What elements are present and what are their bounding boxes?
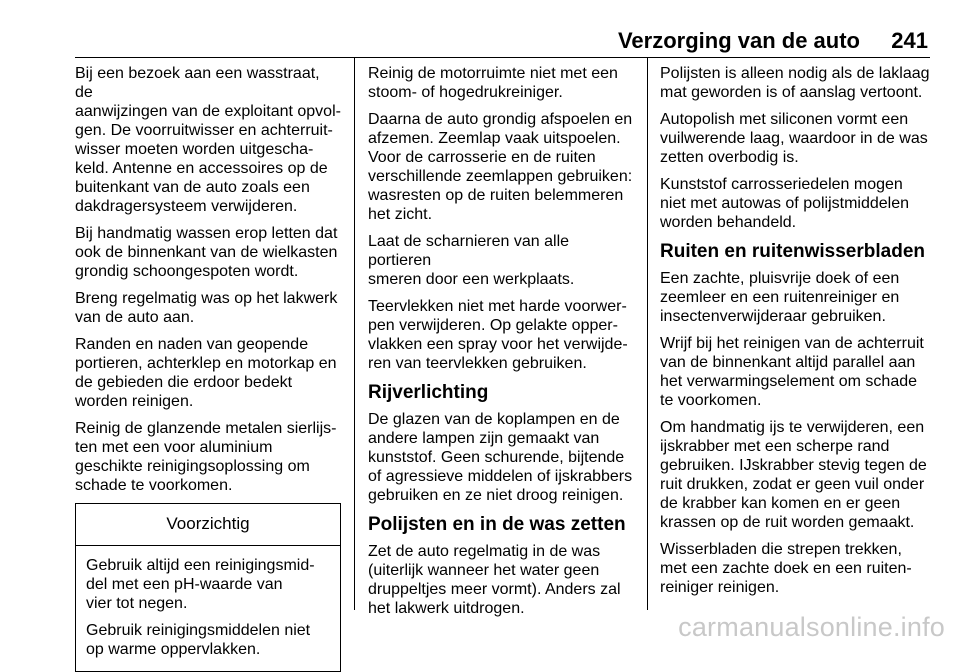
paragraph-wiper-blades: Wisserbladen die strepen trekken, met een zachte doek en een ruiten- reiniger reinigen. — [660, 541, 912, 596]
paragraph-manual-wash: Bij handmatig wassen erop letten dat ook de binnenkant van de wielkasten grondig schoongespoten wordt. — [75, 225, 338, 280]
paragraph-engine-bay: Reinig de motorruimte niet met een stoom- of hogedrukreiniger. — [368, 65, 618, 101]
heading-windows: Ruiten en ruitenwisserbladen — [660, 241, 925, 262]
paragraph-silicone: Autopolish met siliconen vormt een vuilwerende laag, waardoor in de was zetten overbodig is. — [660, 111, 928, 166]
paragraph-plastic-parts: Kunststof carrosseriedelen mogen niet met autowas of polijstmiddelen worden behandeld. — [660, 176, 910, 231]
paragraph-tar: Teervlekken niet met harde voorwer- pen verwijderen. Op gelakte opper- vlakken een spray voor het verwijde- ren van teervlekken gebruiken. — [368, 298, 628, 372]
caution-heading: Voorzichtig — [76, 504, 340, 546]
page-header-title: Verzorging van de auto — [617, 28, 860, 53]
header-divider — [75, 57, 930, 58]
paragraph-hinges: Laat de scharnieren van alle portieren smeren door een werkplaats. — [368, 233, 575, 288]
paragraph-wax-regular: Zet de auto regelmatig in de was (uiterlijk wanneer het water geen druppeltjes meer vormt). Anders zal het lakwerk uitdrogen. — [368, 543, 621, 617]
paragraph-metal-trim: Reinig de glanzende metalen sierlijs- ten met een voor aluminium geschikte reinigingsoplossing om schade te voorkomen. — [75, 420, 337, 494]
caution-paragraph-warm: Gebruik reinigingsmiddelen niet op warme oppervlakken. — [86, 622, 311, 658]
paragraph-rear-window: Wrijf bij het reinigen van de achterruit van de binnenkant altijd parallel aan het verwarmingselement om schade te voorkomen. — [660, 335, 924, 409]
paragraph-ice-scraper: Om handmatig ijs te verwijderen, een ijskrabber met een scherpe rand gebruiken. IJskrabber stevig tegen de ruit drukken, zodat er geen vuil onder de krabber kan komen en er geen krassen op de ruit worden gemaakt. — [660, 419, 927, 531]
paragraph-lighting: De glazen van de koplampen en de andere lampen zijn gemaakt van kunststof. Geen schurende, bijtende of agressieve middelen of ijskrabbers gebruiken en ze niet droog reinigen. — [368, 411, 633, 504]
paragraph-edges-seams: Randen en naden van geopende portieren, achterklep en motorkap en de gebieden die erdoor bedekt worden reinigen. — [75, 336, 337, 410]
caution-body — [76, 546, 340, 671]
heading-polish: Polijsten en in de was zetten — [368, 514, 626, 535]
watermark: carmanualsonline.info — [678, 612, 945, 642]
text-column-1 — [75, 64, 341, 672]
caution-paragraph-ph: Gebruik altijd een reinigingsmid- del met een pH-waarde van vier tot negen. — [86, 557, 315, 612]
page-number: 241 — [891, 28, 928, 53]
text-column-3 — [660, 64, 930, 605]
paragraph-cloth: Een zachte, pluisvrije doek of een zeemleer en een ruitenreiniger en insectenverwijderaar gebruiken. — [660, 270, 900, 325]
column-divider-1 — [354, 58, 355, 610]
caution-box — [75, 503, 341, 672]
text-column-2 — [368, 64, 636, 626]
column-divider-2 — [647, 58, 648, 610]
paragraph-polish-needed: Polijsten is alleen nodig als de laklaag mat geworden is of aanslag vertoont. — [660, 65, 930, 101]
paragraph-rinse: Daarna de auto grondig afspoelen en afzemen. Zeemlap vaak uitspoelen. Voor de carrosserie en de ruiten verschillende zeemlappen gebruiken: wasresten op de ruiten belemmeren het zicht. — [368, 111, 633, 223]
paragraph-car-wash: Bij een bezoek aan een wasstraat, de aanwijzingen van de exploitant opvol- gen. De voorruitwisser en achterruit- wisser moeten worden uitgescha- keld. Antenne en accessoires op de buitenkant van de auto zoals een dakdragersysteem verwijderen. — [75, 65, 341, 215]
paragraph-wax: Breng regelmatig was op het lakwerk van de auto aan. — [75, 290, 338, 326]
heading-lighting: Rijverlichting — [368, 382, 489, 403]
